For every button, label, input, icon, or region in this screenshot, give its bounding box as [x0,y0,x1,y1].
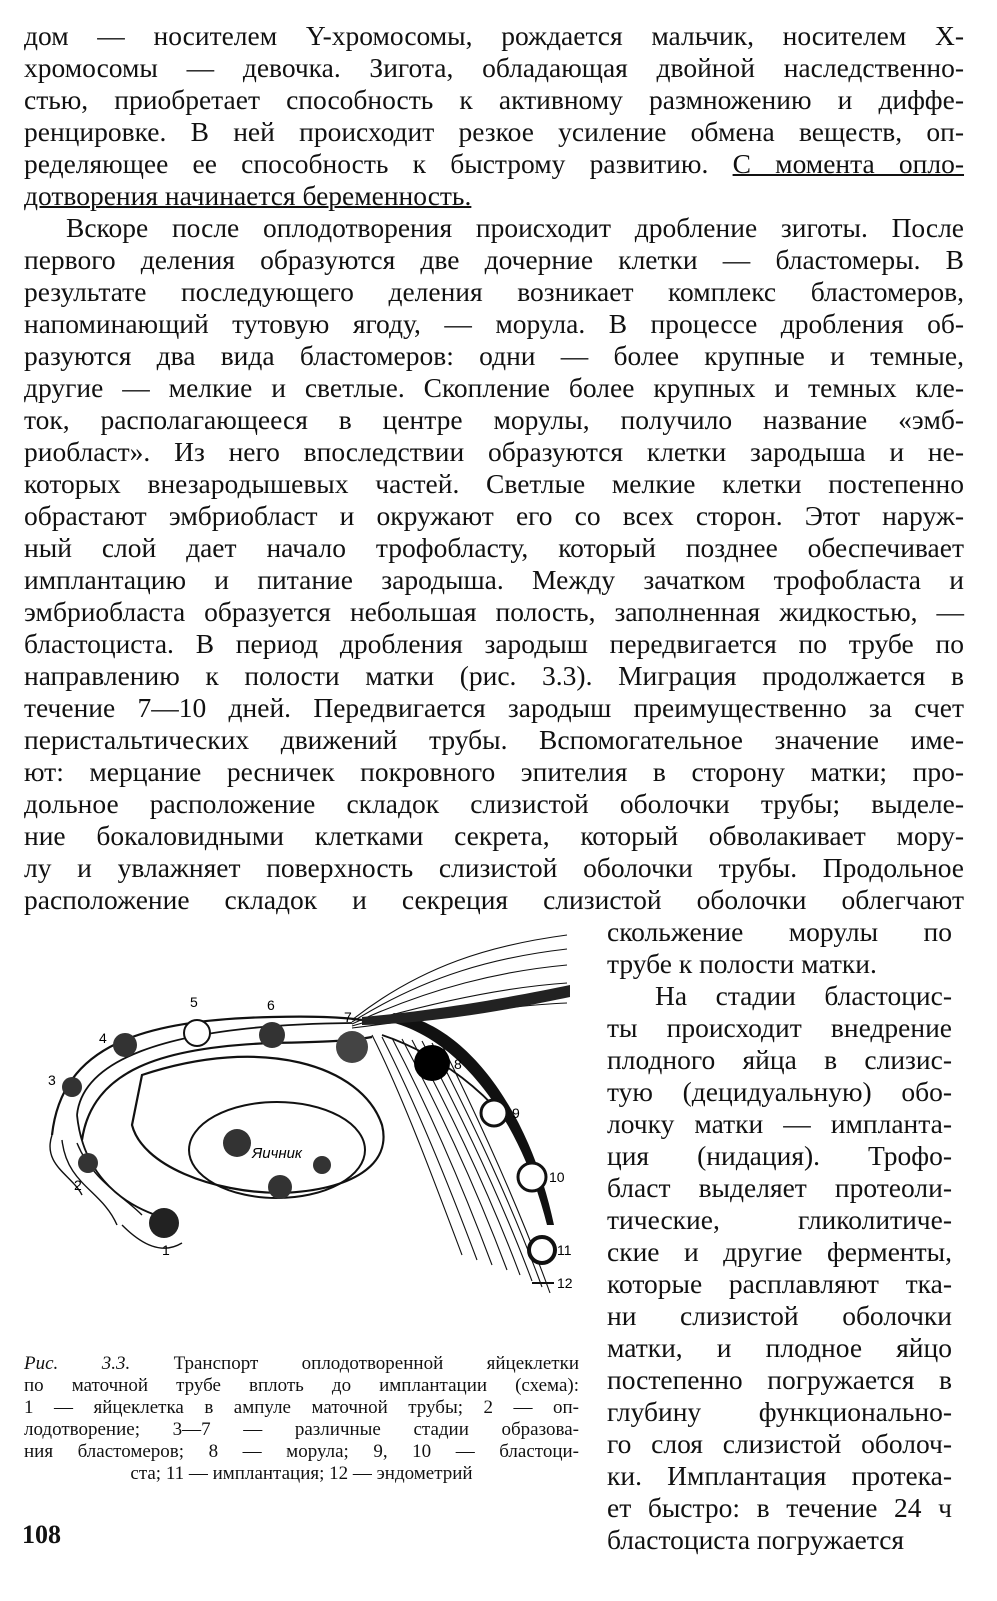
underlined-text: дотворения начинается беременность. [24,180,472,211]
stage-label: 6 [267,997,275,1013]
caption-label: Рис. 3.3. [24,1353,131,1374]
page-number: 108 [22,1520,61,1549]
text-line: ток, располагающееся в центре морулы, получило название «эмб- [24,404,964,435]
stage-9-blastocyst [481,1100,507,1126]
text-line: ние бокаловидными клетками секрета, который обволакивает мору- [24,820,964,851]
stage-label: 4 [99,1030,107,1046]
stage-label: 9 [512,1105,520,1121]
text-line: скольжение морулы по [607,916,952,947]
text-line: результате последующего деления возникает комплекс бластомеров, [24,276,964,307]
text-line: бластоциста. В период дробления зародыш передвигается по трубе по [24,628,964,659]
caption-line: ния бластомеров; 8 — морула; 9, 10 — бластоци- [24,1441,579,1462]
stage-2-fertilization [78,1153,98,1173]
text-line: другие — мелкие и светлые. Скопление более крупных и темных кле- [24,372,964,403]
caption-line: 1 — яйцеклетка в ампуле маточной трубы; 2 — оп- [24,1397,579,1418]
stage-5 [184,1020,210,1046]
caption-line: ста; 11 — имплантация; 12 — эндометрий [130,1463,473,1484]
text-line: лочку матки — импланта- [607,1108,952,1139]
text-line: трубе к полости матки. [607,948,877,979]
text-line: бластоциста погружается [607,1524,905,1555]
text-line: дом — носителем Y-хромосомы, рождается мальчик, носителем Х- [24,20,964,51]
stage-label: 1 [162,1242,170,1258]
caption-line: лодотворение; 3—7 — различные стадии образова- [24,1419,579,1440]
follicle [313,1156,331,1174]
text-line: ют: мерцание ресничек покровного эпителия в сторону матки; про- [24,756,964,787]
text-line [24,148,964,180]
stage-label: 12 [557,1275,573,1291]
stage-label: 2 [74,1177,82,1193]
text-line [24,180,964,212]
caption-text: Транспорт оплодотворенной яйцеклетки [173,1353,580,1374]
stage-10-blastocyst [518,1163,546,1191]
stage-3 [62,1077,82,1097]
stage-4 [113,1033,137,1057]
text-line: ни слизистой оболочки [607,1300,952,1331]
stage-label: 11 [557,1242,572,1258]
text-fragment: ределяющее ее способность к быстрому развитию. [24,148,709,179]
text-line: ренцировке. В ней происходит резкое усиление обмена веществ, оп- [24,116,964,147]
text-line: расположение складок и секреция слизистой оболочки облегчают [24,884,964,915]
text-line: плодного яйца в слизис- [607,1044,952,1075]
text-line: разуются два вида бластомеров: одни — более крупные и темные, [24,340,964,371]
text-line: тические, гликолитиче- [607,1204,952,1235]
text-line: ция (нидация). Трофо- [607,1140,952,1171]
text-line: стью, приобретает способность к активному размножению и диффе- [24,84,964,115]
figure-caption [24,1353,579,1485]
stage-7 [336,1031,368,1063]
stage-label: 8 [454,1056,462,1072]
text-line: На стадии бластоцис- [655,980,952,1011]
text-line: дольное расположение складок слизистой оболочки трубы; выделе- [24,788,964,819]
figure-3-3 [22,925,582,1340]
text-line: направлению к полости матки (рис. 3.3). Миграция продолжается в [24,660,964,691]
text-line: напоминающий тутовую ягоду, — морула. В процессе дробления об- [24,308,964,339]
follicle [268,1175,292,1199]
text-line: хромосомы — девочка. Зигота, обладающая двойной наследственно- [24,52,964,83]
stage-6 [259,1022,285,1048]
text-line: ты происходит внедрение [607,1012,952,1043]
stage-8-morula [414,1045,450,1081]
text-line: эмбриобласта образуется небольшая полость, заполненная жидкостью, — [24,596,964,627]
text-line: которые расплавляют тка- [607,1268,952,1299]
text-line: течение 7—10 дней. Передвигается зародыш преимущественно за счет [24,692,964,723]
text-line: которых внезародышевых частей. Светлые мелкие клетки постепенно [24,468,964,499]
text-line: лу и увлажняет поверхность слизистой оболочки трубы. Продольное [24,852,964,883]
stage-1-egg [149,1208,179,1238]
underlined-text: С момента опло- [732,148,965,179]
text-line: ет быстро: в течение 24 ч [607,1492,952,1523]
text-line: го слоя слизистой оболоч- [607,1428,952,1459]
text-line: имплантацию и питание зародыша. Между зачатком трофобласта и [24,564,964,595]
text-line: тую (децидуальную) обо- [607,1076,952,1107]
stage-11-implantation [529,1237,555,1263]
caption-line [24,1353,579,1375]
text-line: постепенно погружается в [607,1364,952,1395]
text-line: первого деления образуются две дочерние клетки — бластомеры. В [24,244,964,275]
stage-label: 10 [549,1169,565,1185]
text-line: ный слой дает начало трофобласту, который позднее обеспечивает [24,532,964,563]
follicle [223,1129,251,1157]
text-line: матки, и плодное яйцо [607,1332,952,1363]
text-line: риобласт». Из него впоследствии образуются клетки зародыша и не- [24,436,964,467]
caption-line: по маточной трубе вплоть до имплантации (схема): [24,1375,579,1396]
text-line: Вскоре после оплодотворения происходит дробление зиготы. После [66,212,964,243]
stage-label: 3 [48,1072,56,1088]
text-line: ские и другие ферменты, [607,1236,952,1267]
text-line: бласт выделяет протеоли- [607,1172,952,1203]
text-line: перистальтических движений трубы. Вспомогательное значение име- [24,724,964,755]
text-line: ки. Имплантация протека- [607,1460,952,1491]
text-line: обрастают эмбриобласт и окружают его со всех сторон. Этот наруж- [24,500,964,531]
stage-label: 5 [190,994,198,1010]
stage-label: 7 [344,1009,352,1025]
ovary-label: Яичник [252,1145,303,1162]
text-line: глубину функционально- [607,1396,952,1427]
fallopian-tube-diagram [22,925,582,1340]
